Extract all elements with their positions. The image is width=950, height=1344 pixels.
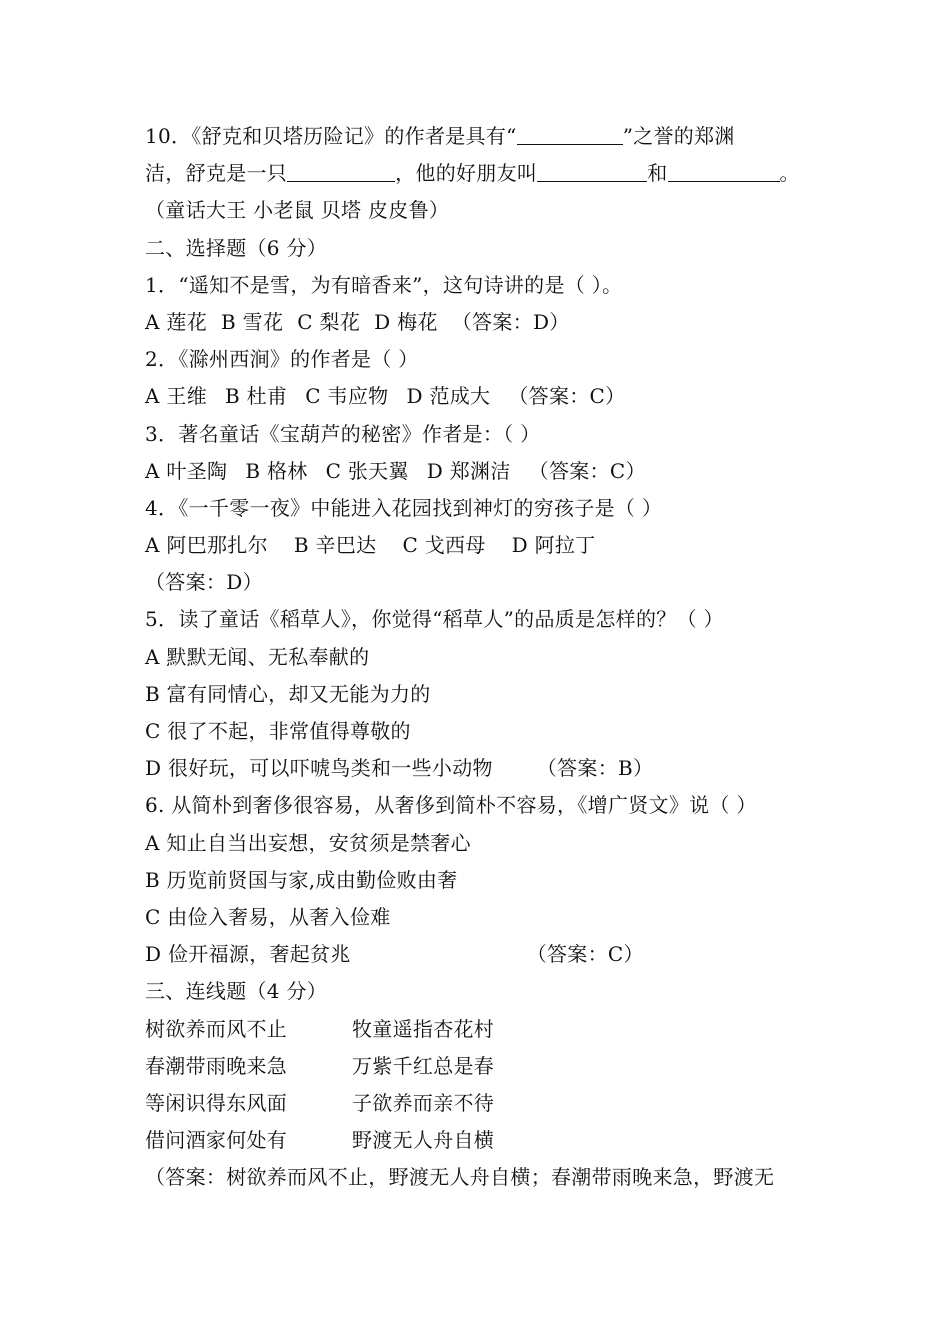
question-5-option-c: C 很了不起，非常值得尊敬的	[145, 719, 411, 743]
option: B 雪花	[221, 309, 284, 334]
option: C 张天翼	[325, 458, 409, 483]
q10-answer: （童话大王 小老鼠 贝塔 皮皮鲁）	[145, 198, 450, 223]
answer-text: （答案：C）	[526, 942, 644, 967]
matching-left: 春潮带雨晚来急	[145, 1053, 288, 1078]
option: A 阿巴那扎尔	[145, 533, 268, 558]
question-6-option-a: A 知止自当出妄想，安贫须是禁奢心	[145, 830, 471, 855]
option: A 叶圣陶	[145, 458, 228, 483]
option: C 戈西母	[402, 533, 486, 558]
question-6-option-c: C 由俭入奢易，从奢入俭难	[145, 904, 391, 929]
question-2: 2．《滁州西涧》的作者是（ ）	[145, 347, 419, 372]
matching-row	[145, 1048, 835, 1085]
option: A 莲花	[145, 309, 208, 334]
matching-right: 牧童遥指杏花村	[352, 1016, 495, 1041]
answer-text: （答案：B）	[536, 756, 654, 781]
matching-left: 等闲识得东风面	[145, 1090, 288, 1115]
question-6-option-d	[145, 936, 835, 973]
matching-right: 野渡无人舟自横	[352, 1128, 495, 1153]
question-5-option-b: B 富有同情心，却又无能为力的	[145, 681, 431, 706]
q10-line-1	[145, 118, 835, 155]
option: D 郑渊洁	[426, 458, 511, 483]
option: A 王维	[145, 384, 208, 409]
question-3: 3．著名童话《宝葫芦的秘密》作者是：（ ）	[145, 421, 541, 446]
option: C 韦应物	[305, 384, 389, 409]
question-4-answer: （答案：D）	[145, 570, 263, 595]
q10-text: 和	[647, 161, 668, 186]
section-3-title: 三、连线题（4 分）	[145, 979, 328, 1004]
document-content	[145, 118, 835, 1196]
option: D 范成大	[406, 384, 491, 409]
question-4: 4．《一千零一夜》中能进入花园找到神灯的穷孩子是（ ）	[145, 495, 663, 520]
answer-blank	[517, 122, 623, 145]
matching-row	[145, 1011, 835, 1048]
question-3-options	[145, 453, 835, 490]
question-6: 6. 从简朴到奢侈很容易，从奢侈到简朴不容易，《增广贤文》说（ ）	[145, 793, 757, 818]
option: B 杜甫	[225, 384, 288, 409]
question-5-option-d	[145, 750, 835, 787]
q10-line-2	[145, 155, 835, 192]
matching-row	[145, 1122, 835, 1159]
question-5-option-a: A 默默无闻、无私奉献的	[145, 644, 370, 669]
option: D 俭开福源，奢起贫兆	[145, 942, 351, 967]
option: C 梨花	[297, 309, 361, 334]
matching-row	[145, 1085, 835, 1122]
answer-text: （答案：C）	[528, 458, 646, 483]
question-5: 5．读了童话《稻草人》，你觉得“稻草人”的品质是怎样的？（ ）	[145, 607, 724, 632]
q10-text: 洁，舒克是一只	[145, 161, 288, 186]
option: D 很好玩，可以吓唬鸟类和一些小动物	[145, 756, 493, 781]
q10-text: ，他的好朋友叫	[395, 161, 538, 186]
answer-text: （答案：D）	[451, 309, 570, 334]
answer-blank	[668, 159, 780, 182]
answer-text: （答案：C）	[508, 384, 626, 409]
question-4-options	[145, 527, 835, 564]
q10-text: 10．《舒克和贝塔历险记》的作者是具有“	[145, 124, 517, 148]
matching-left: 树欲养而风不止	[145, 1016, 288, 1041]
section-3-answer: （答案：树欲养而风不止，野渡无人舟自横；春潮带雨晚来急，野渡无	[145, 1165, 775, 1190]
matching-left: 借问酒家何处有	[145, 1128, 288, 1153]
question-1-options	[145, 304, 835, 341]
option: D 梅花	[374, 309, 438, 334]
option: B 辛巴达	[293, 533, 377, 558]
option: B 格林	[245, 458, 308, 483]
question-6-option-b: B 历览前贤国与家,成由勤俭败由奢	[145, 867, 458, 892]
answer-blank	[537, 159, 647, 182]
matching-right: 万紫千红总是春	[352, 1053, 495, 1078]
section-2-title: 二、选择题（6 分）	[145, 235, 328, 260]
matching-right: 子欲养而亲不待	[352, 1090, 495, 1115]
question-2-options	[145, 378, 835, 415]
q10-text: 。	[779, 161, 800, 186]
question-1: 1．“遥知不是雪，为有暗香来”，这句诗讲的是（ ）。	[145, 272, 623, 297]
option: D 阿拉丁	[511, 533, 596, 558]
answer-blank	[287, 159, 395, 182]
q10-text: ”之誉的郑渊	[622, 124, 735, 148]
